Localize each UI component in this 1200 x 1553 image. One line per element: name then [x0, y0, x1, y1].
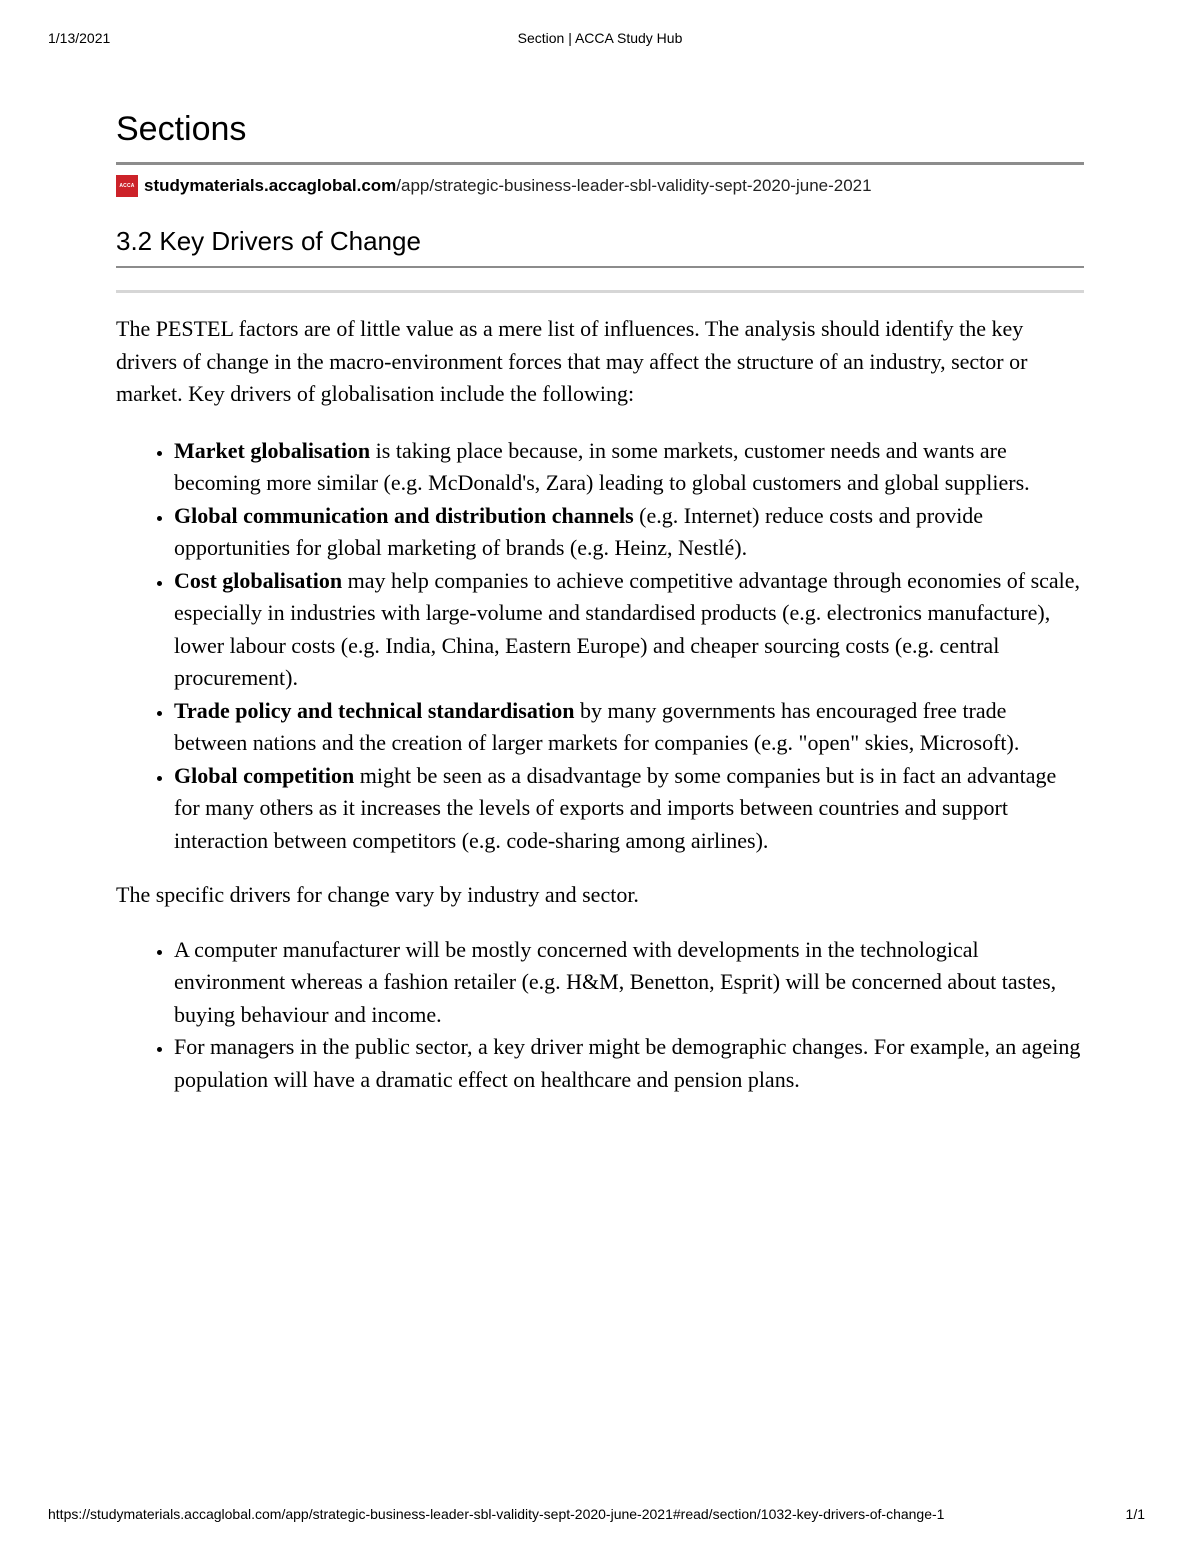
source-path[interactable]: /app/strategic-business-leader-sbl-validity-sept-2020-june-2021: [396, 176, 872, 195]
list-item: [174, 760, 1084, 858]
list-item: [174, 435, 1084, 500]
print-date: 1/13/2021: [48, 30, 111, 46]
driver-text: by many governments has encouraged free trade between nations and the creation of larger markets for companies (e.g. "open" skies, Microsoft).: [174, 697, 1020, 755]
section-title: 3.2 Key Drivers of Change: [116, 224, 1084, 268]
driver-term: Market globalisation: [174, 437, 371, 463]
driver-text: may help companies to achieve competitive advantage through economies of scale, especially in industries with large-volume and standardised products (e.g. electronics manufacture), lower labour costs (e.g. India, China, Eastern Europe) and cheaper sourcing costs (e.g. central procurement).: [174, 567, 1081, 690]
drivers-list: [116, 435, 1084, 858]
page-number: 1/1: [1125, 1506, 1145, 1522]
source-domain[interactable]: studymaterials.accaglobal.com: [144, 176, 397, 195]
driver-term: Global communication and distribution channels: [174, 502, 634, 528]
driver-term: Trade policy and technical standardisation: [174, 697, 575, 723]
print-url: https://studymaterials.accaglobal.com/app/strategic-business-leader-sbl-validity-sept-2020-june-2021#read/section/1032-key-drivers-of-change-1: [48, 1506, 945, 1522]
article-body: [116, 313, 1084, 1096]
list-item: [174, 500, 1084, 565]
intro-paragraph: The PESTEL factors are of little value as a mere list of influences. The analysis should identify the key drivers of change in the macro-environment forces that may affect the structure of an industry, sector or market. Key drivers of globalisation include the following:: [116, 316, 1028, 406]
driver-text: is taking place because, in some markets, customer needs and wants are becoming more similar (e.g. McDonald's, Zara) leading to global customers and global suppliers.: [174, 437, 1030, 495]
list-item: [174, 565, 1084, 695]
examples-list: [116, 934, 1084, 1097]
print-footer: [0, 1506, 1200, 1526]
closing-paragraph: The specific drivers for change vary by industry and sector.: [116, 882, 639, 907]
source-link[interactable]: [116, 174, 1084, 198]
list-item: [174, 695, 1084, 760]
list-item: • A computer manufacturer will be mostly concerned with developments in the technological environment whereas a fashion retailer (e.g. H&M, Benetton, Esprit) will be concerned about tastes, buying behaviour and income.: [174, 934, 1084, 1032]
list-item: • For managers in the public sector, a key driver might be demographic changes. For example, an ageing population will have a dramatic effect on healthcare and pension plans.: [174, 1031, 1084, 1096]
page-content: [116, 108, 1084, 1096]
driver-term: Cost globalisation: [174, 567, 343, 593]
driver-text: might be seen as a disadvantage by some companies but is in fact an advantage for many others as it increases the levels of exports and imports between countries and support interaction between competitors (e.g. code-sharing among airlines).: [174, 762, 1057, 853]
print-header: [0, 30, 1200, 50]
print-title: Section | ACCA Study Hub: [517, 30, 683, 46]
divider: [116, 290, 1084, 293]
driver-term: Global competition: [174, 762, 355, 788]
driver-text: (e.g. Internet) reduce costs and provide opportunities for global marketing of brands (e.g. Heinz, Nestlé).: [174, 502, 984, 560]
acca-logo-icon: ACCA: [116, 175, 138, 197]
page-title: Sections: [116, 108, 1084, 165]
